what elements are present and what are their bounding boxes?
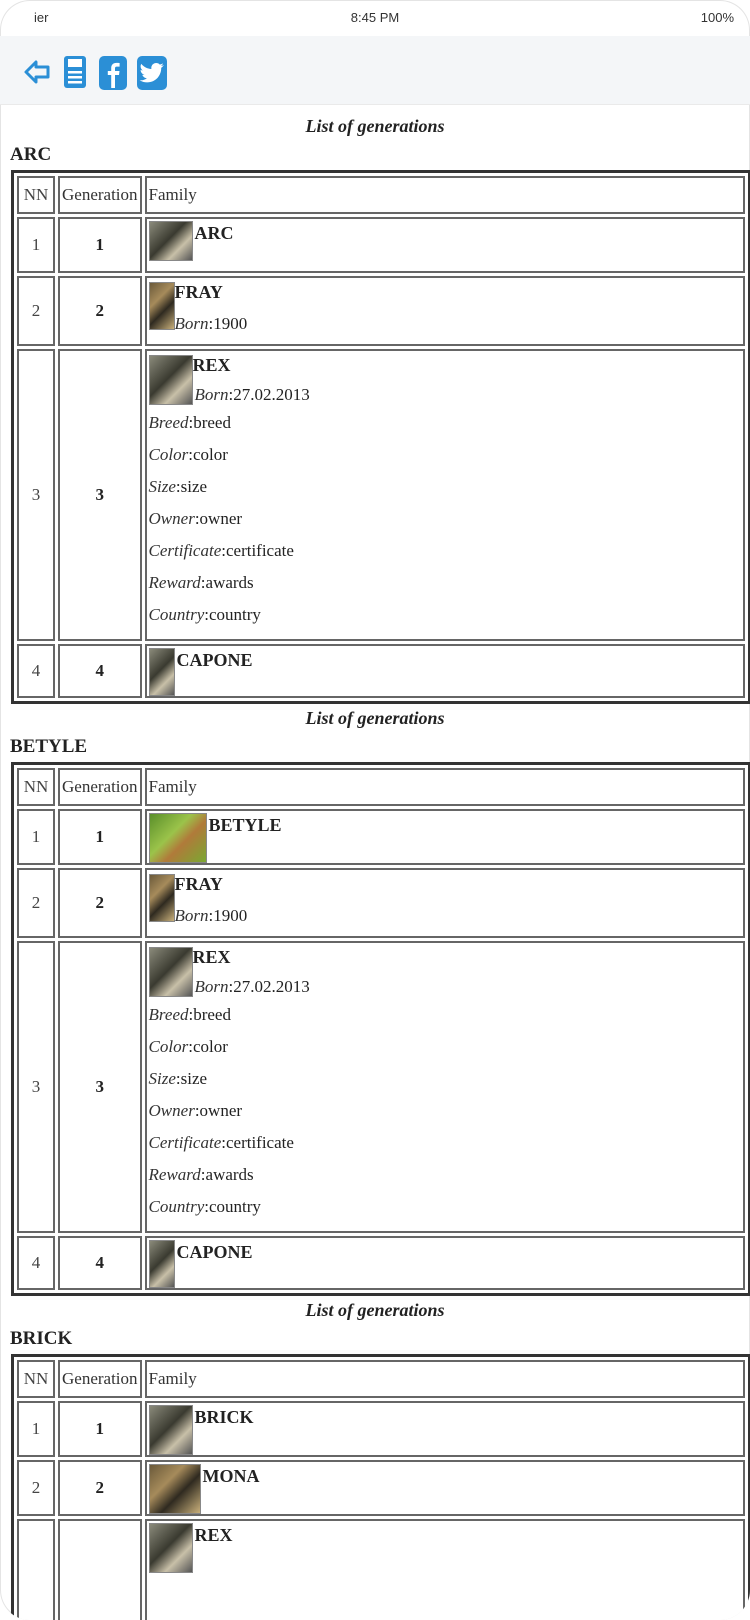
dog-name[interactable]: FRAY: [174, 874, 223, 894]
dog-photo[interactable]: [149, 947, 193, 997]
table-row[interactable]: [17, 1236, 745, 1290]
section-title: List of generations: [305, 116, 445, 136]
dog-name[interactable]: ARC: [194, 223, 234, 243]
table-header-row: [17, 1360, 745, 1398]
country-field: [147, 599, 743, 631]
color-field: [147, 1031, 743, 1063]
dog-photo[interactable]: [149, 1405, 193, 1455]
toolbar: [0, 36, 750, 105]
header-generation: Generation: [58, 768, 142, 806]
twitter-icon[interactable]: [136, 50, 170, 94]
born-field: [193, 971, 310, 1003]
generations-table: [11, 762, 750, 1296]
section-title: List of generations: [305, 708, 445, 728]
family-cell[interactable]: [145, 1236, 745, 1290]
row-nn: 3: [17, 349, 55, 641]
generations-table: [11, 170, 750, 704]
row-nn: 2: [17, 276, 55, 346]
row-generation: [58, 1519, 142, 1620]
row-generation: 2: [58, 868, 142, 938]
row-generation: 1: [58, 809, 142, 865]
table-row[interactable]: [17, 868, 745, 938]
reward-field: [147, 567, 743, 599]
certificate-field: [147, 1127, 743, 1159]
dog-name[interactable]: CAPONE: [176, 1242, 253, 1262]
carrier-label: ier: [34, 10, 49, 25]
dog-photo[interactable]: [149, 282, 175, 330]
row-generation: 1: [58, 217, 142, 273]
size-field: [147, 471, 743, 503]
breed-field: [147, 407, 743, 439]
country-label: Country: [148, 1197, 205, 1216]
dog-photo[interactable]: [149, 1464, 201, 1514]
family-cell[interactable]: [145, 1460, 745, 1516]
family-cell[interactable]: [145, 276, 745, 346]
row-generation: 2: [58, 1460, 142, 1516]
row-nn: 2: [17, 1460, 55, 1516]
row-nn: 1: [17, 217, 55, 273]
battery-label: 100%: [700, 10, 734, 25]
dog-name[interactable]: BRICK: [194, 1407, 254, 1427]
reward-label: Reward: [148, 1165, 201, 1184]
family-cell[interactable]: [145, 868, 745, 938]
dog-photo[interactable]: [149, 1240, 175, 1288]
color-field: [147, 439, 743, 471]
born-field: [173, 900, 248, 932]
certificate-value: :certificate: [221, 1133, 294, 1152]
dog-name[interactable]: REX: [192, 355, 231, 375]
row-generation: 2: [58, 276, 142, 346]
dog-photo[interactable]: [149, 813, 207, 863]
save-icon[interactable]: [60, 50, 94, 94]
header-family: Family: [145, 176, 745, 214]
owner-field: [147, 503, 743, 535]
reward-value: :awards: [200, 573, 254, 592]
reward-value: :awards: [200, 1165, 254, 1184]
certificate-label: Certificate: [148, 1133, 222, 1152]
row-nn: 4: [17, 644, 55, 698]
family-cell[interactable]: [145, 1519, 745, 1620]
born-label: Born: [174, 314, 209, 333]
row-generation: 4: [58, 1236, 142, 1290]
dog-name[interactable]: REX: [194, 1525, 233, 1545]
color-label: Color: [148, 1037, 189, 1056]
owner-value: :owner: [194, 1101, 243, 1120]
table-row[interactable]: [17, 1519, 745, 1620]
certificate-label: Certificate: [148, 541, 222, 560]
dog-photo[interactable]: [149, 355, 193, 405]
breed-value: :breed: [188, 1005, 231, 1024]
table-row[interactable]: [17, 276, 745, 346]
breed-label: Breed: [148, 1005, 189, 1024]
born-label: Born: [194, 977, 229, 996]
color-value: :color: [188, 1037, 228, 1056]
row-generation: 3: [58, 941, 142, 1233]
breed-value: :breed: [188, 413, 231, 432]
size-value: :size: [175, 1069, 208, 1088]
born-label: Born: [194, 385, 229, 404]
row-generation: 3: [58, 349, 142, 641]
table-row[interactable]: [17, 1401, 745, 1457]
dog-name[interactable]: CAPONE: [176, 650, 253, 670]
dog-name[interactable]: FRAY: [174, 282, 223, 302]
header-nn: NN: [17, 1360, 55, 1398]
facebook-icon[interactable]: [98, 50, 132, 94]
table-row[interactable]: [17, 941, 745, 1233]
row-nn: 1: [17, 1401, 55, 1457]
certificate-value: :certificate: [221, 541, 294, 560]
row-nn: 2: [17, 868, 55, 938]
reward-field: [147, 1159, 743, 1191]
row-generation: 1: [58, 1401, 142, 1457]
breed-field: [147, 999, 743, 1031]
clock: 8:45 PM: [350, 10, 400, 25]
header-generation: Generation: [58, 1360, 142, 1398]
size-field: [147, 1063, 743, 1095]
table-header-row: [17, 768, 745, 806]
born-value: :27.02.2013: [228, 977, 310, 996]
generations-table: [11, 1354, 750, 1620]
reward-label: Reward: [148, 573, 201, 592]
color-value: :color: [188, 445, 228, 464]
dog-photo[interactable]: [149, 1523, 193, 1573]
breed-label: Breed: [148, 413, 189, 432]
size-label: Size: [148, 477, 176, 496]
born-label: Born: [174, 906, 209, 925]
born-field: [193, 379, 310, 411]
table-row[interactable]: [17, 644, 745, 698]
header-nn: NN: [17, 176, 55, 214]
country-label: Country: [148, 605, 205, 624]
owner-value: :owner: [194, 509, 243, 528]
tree-name: BRICK: [10, 1328, 73, 1349]
size-value: :size: [175, 477, 208, 496]
section-title: List of generations: [305, 1300, 445, 1320]
born-value: :1900: [208, 906, 248, 925]
row-nn: 4: [17, 1236, 55, 1290]
family-cell[interactable]: [145, 809, 745, 865]
back-arrow-icon[interactable]: [22, 50, 56, 94]
header-nn: NN: [17, 768, 55, 806]
family-cell[interactable]: [145, 1401, 745, 1457]
color-label: Color: [148, 445, 189, 464]
row-nn: 1: [17, 809, 55, 865]
status-bar: [0, 0, 750, 36]
dog-name[interactable]: BETYLE: [208, 815, 282, 835]
dog-name[interactable]: REX: [192, 947, 231, 967]
table-header-row: [17, 176, 745, 214]
owner-label: Owner: [148, 1101, 195, 1120]
born-field: [173, 308, 248, 340]
certificate-field: [147, 535, 743, 567]
row-nn: 3: [17, 941, 55, 1233]
tree-name: ARC: [10, 144, 52, 165]
table-row[interactable]: [17, 809, 745, 865]
table-row[interactable]: [17, 217, 745, 273]
family-cell[interactable]: [145, 941, 745, 1233]
header-generation: Generation: [58, 176, 142, 214]
country-value: :country: [204, 605, 261, 624]
tree-name: BETYLE: [10, 736, 88, 757]
country-field: [147, 1191, 743, 1223]
dog-photo[interactable]: [149, 648, 175, 696]
row-generation: 4: [58, 644, 142, 698]
dog-name[interactable]: MONA: [202, 1466, 260, 1486]
table-row[interactable]: [17, 349, 745, 641]
dog-photo[interactable]: [149, 874, 175, 922]
header-family: Family: [145, 768, 745, 806]
generations-content: [0, 112, 750, 1620]
born-value: :1900: [208, 314, 248, 333]
country-value: :country: [204, 1197, 261, 1216]
owner-field: [147, 1095, 743, 1127]
family-cell[interactable]: [145, 644, 745, 698]
row-nn: [17, 1519, 55, 1620]
owner-label: Owner: [148, 509, 195, 528]
dog-photo[interactable]: [149, 221, 193, 261]
header-family: Family: [145, 1360, 745, 1398]
family-cell[interactable]: [145, 217, 745, 273]
born-value: :27.02.2013: [228, 385, 310, 404]
family-cell[interactable]: [145, 349, 745, 641]
table-row[interactable]: [17, 1460, 745, 1516]
size-label: Size: [148, 1069, 176, 1088]
